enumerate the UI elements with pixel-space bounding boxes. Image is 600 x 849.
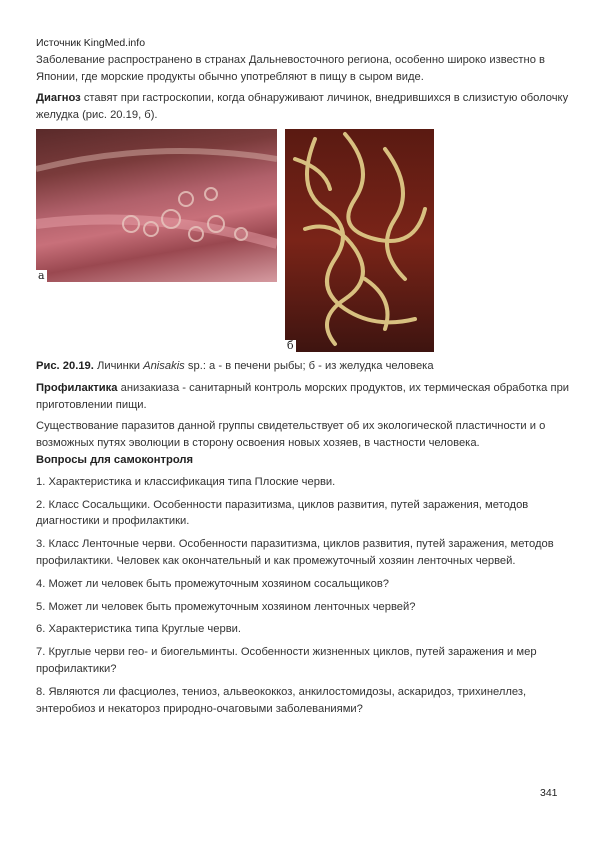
figure-image-fish-liver [36, 129, 277, 282]
figure-image-stomach-larvae [285, 129, 434, 352]
diagnosis-text: ставят при гастроскопии, когда обнаруживают личинок, внедрившихся в слизистую оболочку желудка (рис. 20.19, б). [36, 92, 569, 122]
figure-label-b: б [287, 338, 294, 352]
source-header: Источник KingMed.info [36, 37, 146, 49]
caption-text: Личинки [93, 359, 144, 372]
page-number: 341 [540, 787, 558, 799]
prevention-text: анизакиаза - санитарный контроль морских продуктов, их термическая обработка при приготовлении пищи. [36, 381, 570, 411]
question-item: 7. Круглые черви гео- и биогельминты. Особенности жизненных циклов, путей заражения и мер профилактики? [36, 646, 537, 675]
paragraph-evolution: Существование паразитов данной группы свидетельствует об их экологической пластичности и о возможных путях эволюции в сторону освоения новых хозяев, в частности человека. [36, 420, 546, 450]
question-item: 4. Может ли человек быть промежуточным хозяином сосальщиков? [36, 577, 390, 590]
question-item: 3. Класс Ленточные черви. Особенности паразитизма, циклов развития, путей заражения, методов профилактики. Человек как окончательный и как промежуточный хозяин ленточных червей. [36, 538, 554, 567]
prevention-term: Профилактика [36, 381, 118, 394]
questions-heading: Вопросы для самоконтроля [36, 453, 194, 466]
diagnosis-term: Диагноз [36, 92, 81, 105]
caption-text-2: sp.: а - в печени рыбы; б - из желудка человека [184, 359, 434, 372]
question-item: 5. Может ли человек быть промежуточным хозяином ленточных червей? [36, 600, 416, 613]
paragraph-diagnosis [36, 90, 570, 124]
paragraph-prevention [36, 380, 570, 414]
caption-genus: Anisakis [143, 359, 185, 372]
paragraph-distribution: Заболевание распространено в странах Дальневосточного региона, особенно широко известно в Японии, где морские продукты обычно употребляют в пищу в сыром виде. [36, 53, 545, 83]
figure-label-a: а [38, 268, 45, 282]
page-content [36, 35, 570, 723]
caption-number: Рис. 20.19. [36, 359, 94, 372]
question-item: 8. Являются ли фасциолез, тениоз, альвеококкоз, анкилостомидозы, аскаридоз, трихинеллез, энтеробиоз и некатороз природно-очаговыми заболеваниями? [36, 685, 527, 715]
question-item: 2. Класс Сосальщики. Особенности паразитизма, циклов развития, путей заражения, методов диагностики и профилактики. [36, 498, 529, 528]
question-item: 1. Характеристика и классификация типа Плоские черви. [36, 475, 336, 488]
figure [36, 129, 570, 352]
figure-caption [36, 358, 570, 375]
larvae-in-liver-illustration [36, 129, 277, 282]
question-item: 6. Характеристика типа Круглые черви. [36, 623, 241, 636]
larvae-worms-illustration [285, 129, 434, 352]
